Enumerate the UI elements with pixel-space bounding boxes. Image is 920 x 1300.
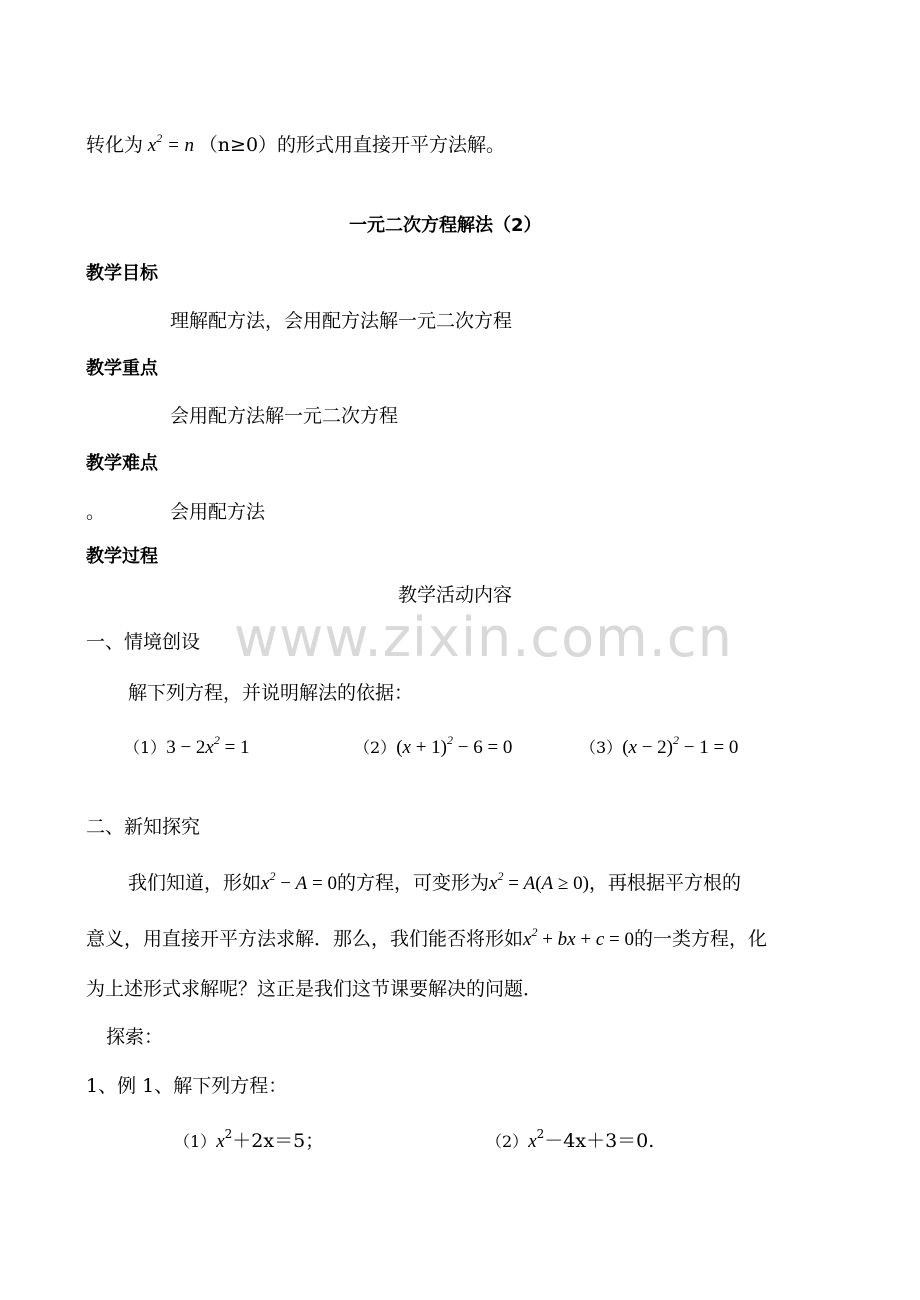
example-2-label: （2） [486,1132,529,1151]
example-heading: 1、例 1、解下列方程： [86,1075,288,1097]
example-2-math: $x^2-4x+3=0$. [528,1127,655,1152]
goal-text: 理解配方法，会用配方法解一元二次方程 [170,310,513,332]
key-text: 会用配方法解一元二次方程 [170,405,399,427]
paragraph-line-1 [128,869,741,894]
equation-2-label: （2） [354,738,397,757]
example-1-math: $x^2+2x=5$； [216,1127,325,1152]
paragraph-line-3: 为上述形式求解呢？这正是我们这节课要解决的问题． [86,978,543,1000]
intro-line [86,131,506,156]
example-1 [174,1127,325,1152]
intro-suffix: （n≥0）的形式用直接开平方法解。 [198,134,506,156]
paragraph-line-2 [86,925,767,950]
explore-label: 探索： [106,1026,164,1048]
example-1-label: （1） [174,1132,217,1151]
difficulty-heading: 教学难点 [86,453,158,474]
activity-title: 教学活动内容 [398,584,513,606]
equation-1-label: （1） [124,738,167,757]
equation-2 [354,733,513,758]
process-heading: 教学过程 [86,546,158,567]
para1-text-c: ，再根据平方根的 [588,872,741,894]
key-heading: 教学重点 [86,358,158,379]
para2-text-b: 的一类方程，化 [633,928,767,950]
equation-3-label: （3） [580,738,623,757]
watermark: www.zixin.com.cn [234,606,733,669]
para1-text-b: 的方程，可变形为 [337,872,490,894]
para-math-3: $x^2$ + bx + c = 0 [523,925,634,950]
part1-prompt: 解下列方程，并说明解法的依据： [128,682,414,704]
document-title: 一元二次方程解法（2） [349,215,542,236]
part1-heading: 一、情境创设 [86,631,201,653]
part2-heading: 二、新知探究 [86,816,201,838]
equation-3-math: $(x - 2)^2 - 1 = 0$ [622,733,739,758]
equation-1 [124,733,250,758]
para1-text-a: 我们知道，形如 [128,872,262,894]
example-2 [486,1127,655,1152]
intro-math: $x^2 = n$ [143,131,199,156]
equation-1-math: $3 - 2x^2 = 1$ [166,733,250,758]
para-math-2: $x^2 = A(A \ge 0)$ [489,869,589,894]
equation-2-math: $(x + 1)^2 - 6 = 0$ [396,733,513,758]
goal-heading: 教学目标 [86,263,158,284]
difficulty-mark: 。 [86,501,106,523]
para-math-1: $x^2 - A = 0$ [261,869,337,894]
intro-prefix: 转化为 [86,134,144,156]
equation-3 [580,733,739,758]
difficulty-text: 会用配方法 [170,501,266,523]
para2-text-a: 意义，用直接开平方法求解．那么，我们能否将形如 [86,928,524,950]
